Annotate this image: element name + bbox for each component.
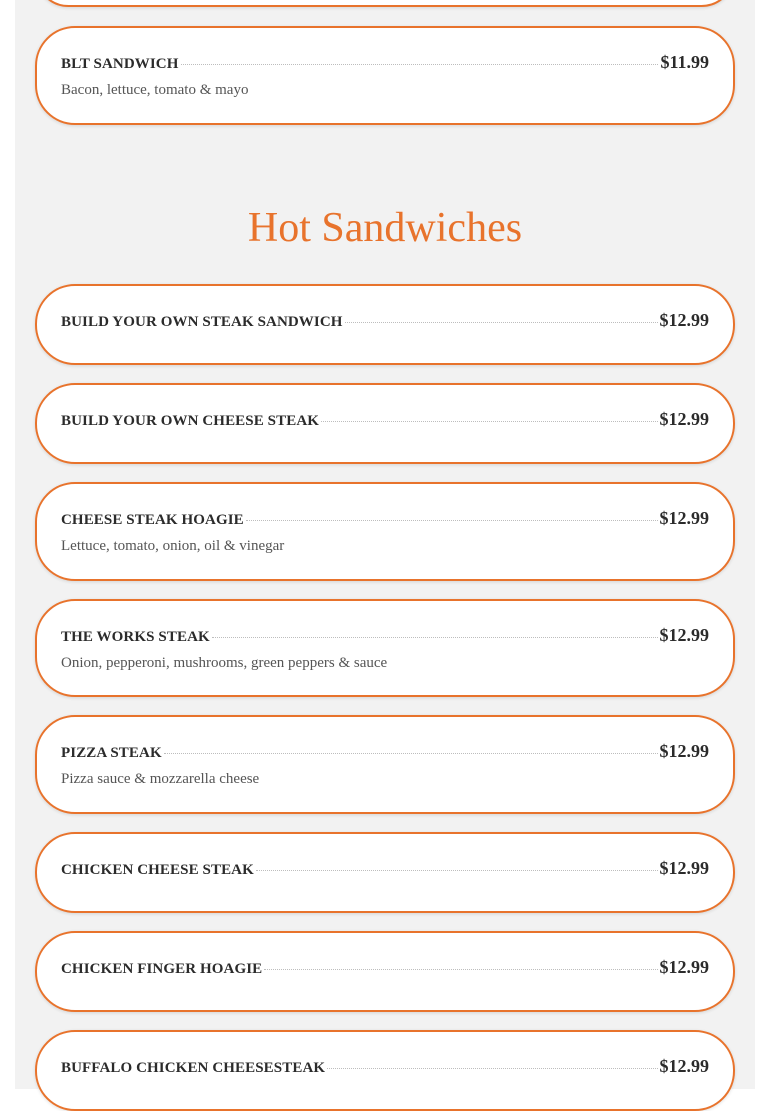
item-price: $12.99 xyxy=(659,310,709,330)
dotted-leader xyxy=(321,421,657,422)
dotted-leader xyxy=(264,969,657,970)
item-name: BLT SANDWICH xyxy=(61,56,179,72)
menu-item-card[interactable] xyxy=(35,383,735,464)
item-price: $12.99 xyxy=(659,625,709,645)
menu-item-card[interactable] xyxy=(35,1030,735,1111)
item-name: BUFFALO CHICKEN CHEESESTEAK xyxy=(61,1060,326,1076)
item-description: Onion, pepperoni, mushrooms, green peppers & sauce xyxy=(61,655,388,671)
item-price: $12.99 xyxy=(659,741,709,761)
menu-item-card[interactable] xyxy=(35,482,735,581)
menu-item-card[interactable] xyxy=(35,832,735,913)
item-name: PIZZA STEAK xyxy=(61,745,162,761)
item-price: $12.99 xyxy=(659,858,709,878)
item-description: Pizza sauce & mozzarella cheese xyxy=(61,771,260,787)
dotted-leader xyxy=(327,1068,657,1069)
dotted-leader xyxy=(256,870,658,871)
menu-item-card[interactable] xyxy=(35,599,735,697)
item-price: $12.99 xyxy=(659,1056,709,1076)
menu-item-card[interactable] xyxy=(35,931,735,1012)
item-name: CHICKEN FINGER HOAGIE xyxy=(61,961,263,977)
section-title: Hot Sandwiches xyxy=(247,205,523,251)
menu-item-card[interactable] xyxy=(35,26,735,125)
dotted-leader xyxy=(212,637,658,638)
item-name: BUILD YOUR OWN STEAK SANDWICH xyxy=(61,314,343,330)
item-name: CHICKEN CHEESE STEAK xyxy=(61,862,254,878)
item-name: CHEESE STEAK HOAGIE xyxy=(61,512,244,528)
item-price: $12.99 xyxy=(659,957,709,977)
dotted-leader xyxy=(181,64,659,65)
item-name: THE WORKS STEAK xyxy=(61,629,210,645)
item-description: Bacon, lettuce, tomato & mayo xyxy=(61,82,249,98)
dotted-leader xyxy=(345,322,658,323)
dotted-leader xyxy=(164,753,658,754)
item-price: $11.99 xyxy=(660,52,709,72)
item-price: $12.99 xyxy=(659,409,709,429)
item-description: Lettuce, tomato, onion, oil & vinegar xyxy=(61,538,285,554)
item-price: $12.99 xyxy=(659,508,709,528)
item-name: BUILD YOUR OWN CHEESE STEAK xyxy=(61,413,320,429)
menu-item-card[interactable] xyxy=(35,715,735,814)
menu-item-card-partial xyxy=(35,0,735,7)
menu-page xyxy=(15,0,755,1089)
dotted-leader xyxy=(246,520,658,521)
menu-item-card[interactable] xyxy=(35,284,735,365)
